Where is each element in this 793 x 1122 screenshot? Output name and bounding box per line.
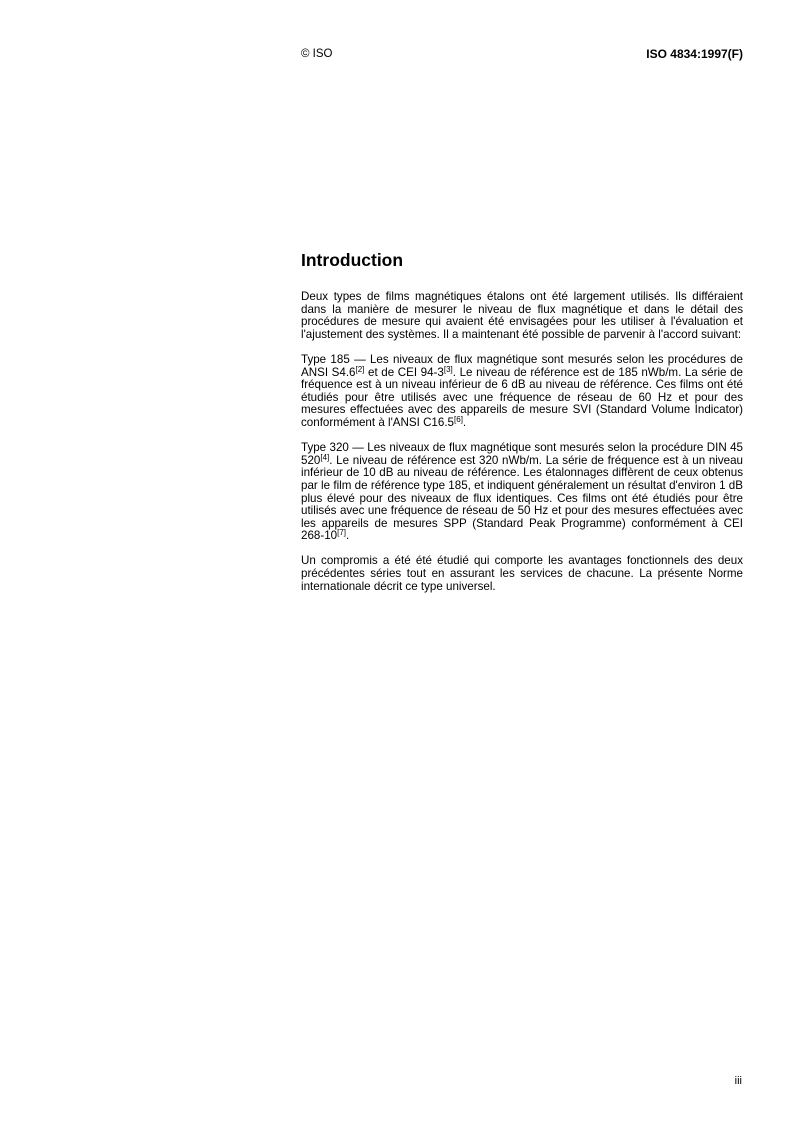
header-standard-id: ISO 4834:1997(F) [646,47,743,61]
reference-6: [6] [454,414,463,424]
text: . [462,415,467,429]
text: Type 185 — Les niveaux de flux magnétique sont mesurés selon les procédures de ANSI S4.6 [301,352,743,379]
paragraph-type-185 [301,354,743,430]
text: . Le niveau de référence est de 185 nWb/m. La série de fréquence est à un niveau inférieur de 6 dB au niveau de référence. Ces films ont été étudiés pour être utilisés avec une fréquence de réseau de 60 Hz et pour des mesures effectuées avec des appareils de mesure SVI (Standard Volume Indicator) conformément à l'ANSI C16.5 [301,365,743,429]
reference-2: [2] [355,364,365,374]
reference-7: [7] [337,528,347,538]
header-copyright: © ISO [301,48,333,60]
paragraph-1: Deux types de films magnétiques étalons ont été largement utilisés. Ils différaient dans la manière de mesurer le niveau de flux magnétique et dans le détail des procédures de mesure qui avaient été envisagées pour les utiliser à l'évaluation et l'ajustement des systèmes. Il a maintenant été possible de parvenir à l'accord suivant: [301,290,743,341]
text: . Le niveau de référence est 320 nWb/m. La série de fréquence est à un niveau inférieur de 10 dB au niveau de référence. Les étalonnages diffèrent de ceux obtenus par le film de référence type 185, et indiquent généralement un résultat d'environ 1 dB plus élevé pour des niveaux de flux identiques. Ces films ont été étudiés pour être utilisés avec une fréquence de réseau de 50 Hz et pour des mesures effectuées avec les appareils de mesures SPP (Standard Peak Programme) conformément à CEI 268-10 [301,453,743,543]
paragraph-compromise: Un compromis a été été étudié qui comporte les avantages fonctionnels des deux précédentes séries tout en assurant les services de chacune. La présente Norme internationale décrit ce type universel. [301,554,743,593]
section-title: Introduction [301,250,404,270]
reference-3: [3] [443,364,453,374]
paragraph-type-320 [301,442,743,543]
text: et de CEI 94-3 [364,365,444,379]
introduction-body [301,291,743,606]
page-number: iii [734,1075,742,1087]
text: . [346,529,350,543]
reference-4: [4] [320,452,330,462]
text: Type 320 — Les niveaux de flux magnétique sont mesurés selon la procédure DIN 45 520 [301,441,743,467]
